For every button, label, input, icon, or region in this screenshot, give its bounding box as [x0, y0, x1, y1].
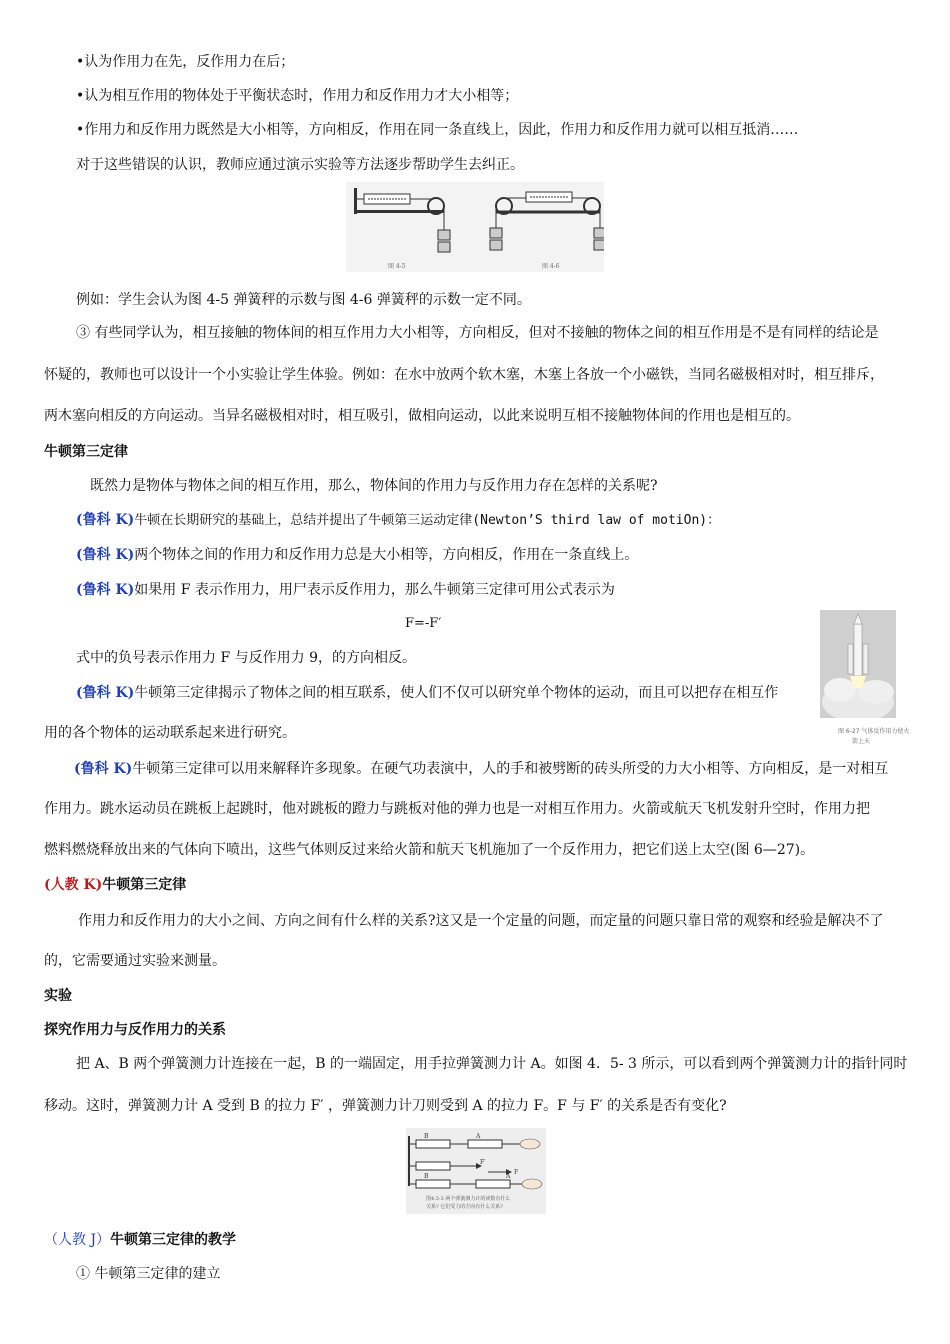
- luke-text-1: 牛顿在长期研究的基础上，总结并提出了牛顿第三运动定律(Newton’S third law of motiOn)：: [134, 513, 721, 528]
- luke-line-5c: 燃料燃烧释放出来的气体向下喷出，这些气体则反过来给火箭和航天飞机施加了一个反作用力，把它们送上太空(图 6—27)。: [44, 842, 815, 858]
- renjiao-para-1: 作用力和反作用力的大小之间、方向之间有什么样的关系?这又是一个定量的问题，而定量的问题只靠日常的观察和经验是解决不了: [78, 913, 884, 929]
- paragraph-correct: 对于这些错误的认识，教师应通过演示实验等方法逐步帮助学生去纠正。: [76, 157, 524, 173]
- spring-scale-figures: [346, 182, 604, 272]
- spring-scale-diagram: [346, 182, 604, 272]
- luke-text-4: 牛顿第三定律揭示了物体之间的相互联系，使人们不仅可以研究单个物体的运动，而且可以把存在相互作: [134, 685, 779, 701]
- renjiao-heading-line: [44, 875, 186, 895]
- last-line: ① 牛顿第三定律的建立: [76, 1266, 221, 1282]
- bullet-2: •认为相互作用的物体处于平衡状态时，作用力和反作用力才大小相等；: [76, 88, 519, 104]
- paragraph-3-line-3: 两木塞向相反的方向运动。当异名磁极相对时，相互吸引，做相向运动，以此来说明互相不接触物体间的作用也是相互的。: [44, 408, 800, 424]
- renjiao-heading: 牛顿第三定律: [102, 877, 187, 893]
- experiment-line-2: 移动。这时，弹簧测力计 A 受到 B 的拉力 F′ ，弹簧测力计刀则受到 A 的拉力 F。F 与 F′ 的关系是否有变化?: [44, 1098, 727, 1114]
- source-tag-renjiao: (人教 K): [44, 877, 103, 893]
- source-tag-renjiao-j: （人教 J）: [44, 1232, 111, 1248]
- paragraph-example: 例如：学生会认为图 4-5 弹簧秤的示数与图 4-6 弹簧秤的示数一定不同。: [76, 292, 531, 308]
- source-tag: (鲁科 K): [76, 512, 135, 528]
- label-b-2: B: [424, 1173, 429, 1180]
- source-tag: (鲁科 K): [76, 547, 135, 563]
- source-tag: (鲁科 K): [74, 761, 133, 777]
- paragraph-question: 既然力是物体与物体之间的相互作用，那么，物体间的作用力与反作用力存在怎样的关系呢?: [90, 478, 658, 494]
- label-f-prime: F′: [480, 1159, 486, 1166]
- formula: F=-F′: [405, 616, 442, 631]
- luke-line-4b: 用的各个物体的运动联系起来进行研究。: [44, 725, 296, 741]
- heading-newton-third-law: 牛顿第三定律: [44, 444, 128, 460]
- figure-4-5-3: [406, 1128, 546, 1214]
- renjiao-j-heading: 牛顿第三定律的教学: [110, 1232, 237, 1248]
- bullet-1: •认为作用力在先，反作用力在后；: [76, 54, 295, 70]
- heading-experiment: 实验: [44, 988, 72, 1004]
- heading-explore: 探究作用力与反作用力的关系: [44, 1022, 226, 1038]
- label-a-2: A: [506, 1173, 511, 1180]
- experiment-line-1: 把 A、B 两个弹簧测力计连接在一起，B 的一端固定，用手拉弹簧测力计 A。如图 4．5- 3 所示，可以看到两个弹簧测力计的指针同时: [76, 1056, 908, 1072]
- rocket-caption-2: 箭上天: [852, 738, 871, 745]
- renjiao-j-heading-line: [44, 1230, 236, 1250]
- source-tag: (鲁科 K): [76, 685, 135, 701]
- rocket-caption-1: 图 6-27 气体反作用力使火: [838, 728, 910, 735]
- label-f: F: [514, 1169, 519, 1176]
- source-tag: (鲁科 K): [76, 582, 135, 598]
- luke-line-3: [76, 580, 615, 600]
- luke-text-2: 两个物体之间的作用力和反作用力总是大小相等，方向相反，作用在一条直线上。: [134, 547, 639, 563]
- bullet-3: •作用力和反作用力既然是大小相等，方向相反，作用在同一条直线上，因此，作用力和反作用力就可以相互抵消……: [76, 122, 799, 138]
- paragraph-3-line-1: ③ 有些同学认为，相互接触的物体间的相互作用力大小相等，方向相反，但对不接触的物体之间的相互作用是不是有同样的结论是: [76, 325, 879, 341]
- luke-line-4: [76, 683, 778, 703]
- luke-line-5: [74, 759, 888, 779]
- rocket-icon: [820, 610, 896, 718]
- luke-line-2: [76, 545, 638, 565]
- luke-line-1: [76, 510, 720, 531]
- luke-text-3: 如果用 F 表示作用力，用尸表示反作用力，那么牛顿第三定律可用公式表示为: [134, 582, 615, 598]
- label-b-1: B: [424, 1133, 429, 1140]
- luke-line-5b: 作用力。跳水运动员在跳板上起跳时，他对跳板的蹬力与跳板对他的弹力也是一对相互作用力。火箭或航天飞机发射升空时，作用力把: [44, 801, 870, 817]
- rocket-launch-photo: [820, 610, 896, 718]
- spring-scales-pull-diagram: [406, 1128, 546, 1214]
- paragraph-sign: 式中的负号表示作用力 F 与反作用力 9，的方向相反。: [76, 650, 416, 666]
- label-a-1: A: [476, 1133, 481, 1140]
- fig453-caption-2: 关系? 它们受力的方向有什么关系?: [426, 1204, 503, 1210]
- fig-46-caption: 图 4-6: [542, 263, 560, 270]
- renjiao-para-2: 的，它需要通过实验来测量。: [44, 953, 226, 969]
- paragraph-3-line-2: 怀疑的，教师也可以设计一个小实验让学生体验。例如：在水中放两个软木塞，木塞上各放一个小磁铁，当同名磁极相对时，相互排斥，: [44, 367, 884, 383]
- luke-text-5: 牛顿第三定律可以用来解释许多现象。在硬气功表演中，人的手和被劈断的砖头所受的力大小相等、方向相反，是一对相互: [132, 761, 889, 777]
- fig-45-caption: 图 4-5: [388, 263, 406, 270]
- fig453-caption-1: 图4.5-3 两个弹簧测力计的读数有什么: [426, 1196, 511, 1202]
